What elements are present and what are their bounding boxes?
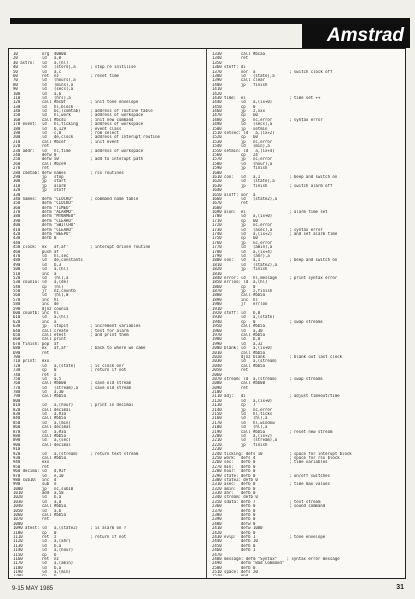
code-line: 1630 jp finish ; switch alarm off xyxy=(212,183,333,188)
code-line: 920 ld a,(stream) ; return text stream xyxy=(13,451,139,456)
code-line: 2500 defb 0 xyxy=(212,565,256,570)
code-line: 1670 ret xyxy=(212,201,249,206)
code-line: 1540 ld (min),a xyxy=(212,144,270,149)
code-line: 1410 xyxy=(212,87,225,92)
code-line: 400 defm "SWITCHO" xyxy=(13,223,76,228)
code-line: 760 call #bb00 ; save old stream xyxy=(13,381,132,386)
code-line: 300 jp start xyxy=(13,179,66,184)
code-line: 1470 cp 60 xyxy=(212,113,258,118)
code-line: 250 defw 50 ; add to interupt path xyxy=(13,157,144,162)
code-line: 1650 aloff: xor a xyxy=(212,192,256,197)
code-line: 960 decima: ld d,#2f xyxy=(13,469,66,474)
code-line: 130 ld hl,block xyxy=(13,104,74,109)
code-line: 1550 setmin: ld a,(ix+4) xyxy=(212,148,275,153)
code-line: 650 call etest ; and print them xyxy=(13,333,129,337)
code-line: 2320 amin: defb 0 xyxy=(212,486,256,491)
code-line: 110 ld (hrs),a xyxy=(13,95,71,100)
code-line: 1460 jp z,xxx xyxy=(212,109,265,114)
code-line: 1580 ld (hour),a xyxy=(212,161,273,166)
code-line: 310 jp alarm xyxy=(13,183,66,188)
code-line: 10 org 40000 xyxy=(13,52,66,56)
listing-column-left xyxy=(13,52,203,576)
code-line: 830 ld a,#3a xyxy=(13,412,66,417)
code-line: 2340 stream: defb 0 xyxy=(212,495,258,500)
code-line: 2180 ld (hl),a xyxy=(212,425,268,430)
code-line: 1640 xyxy=(212,188,225,193)
code-line: 2480 message: defm "Syntax" ; syntax error message xyxy=(212,556,340,561)
code-line: 230 addr: ld hl,time ; address of workspace xyxy=(13,148,144,153)
code-line: 1080 xyxy=(13,521,26,526)
code-line: 680 ex af,af' ; back to where we came xyxy=(13,346,146,351)
code-line: 370 defm "ALARMO" xyxy=(13,210,74,215)
code-line: 490 ld b,3 xyxy=(13,262,62,267)
code-line: 2100 xyxy=(212,390,225,395)
code-line: 220 ret xyxy=(13,144,50,149)
code-line: 2440 defb 10 xyxy=(212,539,258,544)
code-line: 2250 work: defs 4 ; space for rsx block xyxy=(212,455,340,460)
code-line: 700 xyxy=(13,354,23,359)
code-line: 520 ld (hl),a xyxy=(13,275,69,280)
code-line: 590 djnz coun1a xyxy=(13,306,69,311)
code-line: 2230 xyxy=(212,447,225,452)
code-line: 2360 defb 0 ; sound command xyxy=(212,504,326,509)
code-line: 1760 jp nc,error xyxy=(212,240,273,245)
code-line: 80 ld (mins),a xyxy=(13,82,74,87)
code-line: 530 coun1a: ld a,(de) xyxy=(13,280,69,285)
code-line: 560 ld (hl),0 xyxy=(13,293,69,298)
code-line: 1930 ld a,(state) xyxy=(212,315,275,320)
code-line: 2390 defb 0 xyxy=(212,517,256,522)
code-line: 900 call decimal xyxy=(13,442,71,447)
code-line: 570 inc hl xyxy=(13,297,59,302)
code-line: 1020 ld b,a xyxy=(13,495,62,500)
code-line: 1440 ld a,(ix+0) xyxy=(212,100,273,105)
code-line: 1340 ret xyxy=(212,56,249,61)
code-line: 2420 defb 0 xyxy=(212,530,256,535)
code-line: 970 ld e,10 xyxy=(13,473,64,478)
code-line: 630 jp stopit ; increment variables xyxy=(13,324,141,329)
code-line: 440 xyxy=(13,240,23,245)
code-line: 290 jp stop xyxy=(13,174,64,179)
code-line: 1720 jp nc,error xyxy=(212,223,273,228)
code-line: 330 xyxy=(13,192,23,197)
code-line: 1660 ld (state2),a xyxy=(212,196,278,201)
code-line: 2030 ld a,(stream) xyxy=(212,359,278,364)
code-line: 790 call #bb5a xyxy=(13,394,66,399)
code-line: 270 ret xyxy=(13,166,50,171)
code-line: 1620 ld (state),a xyxy=(212,179,275,184)
code-line: 1590 jp finish xyxy=(212,166,268,171)
code-line: 1850 errloo: ld a,(hl) xyxy=(212,280,268,285)
code-line: 860 call decimal xyxy=(13,425,71,430)
code-line: 910 xyxy=(13,447,23,452)
code-line: 1610 con: ld a,1 ; beep and switch on xyxy=(212,174,338,179)
assembly-listing xyxy=(8,48,406,579)
code-line: 800 xyxy=(13,398,23,403)
code-line: 2450 defb 0 xyxy=(212,543,256,548)
code-line: 1530 jp nc,error xyxy=(212,139,273,144)
code-line: 2260 sec: defb 0 ; time variables xyxy=(212,460,328,465)
code-line: 2170 ld hl,window xyxy=(212,420,275,425)
code-line: 1800 son: ld a,1 ; beep and switch on xyxy=(212,258,338,263)
code-line: 1570 jp nc,error xyxy=(212,157,273,162)
code-line: 170 event: ld hl,ticking ; address of workspace xyxy=(13,122,144,127)
code-line: 940 exx xyxy=(13,460,50,465)
code-line: 1350 xyxy=(212,60,225,65)
code-line: 1770 ld (amin),a xyxy=(212,245,273,250)
code-line: 1150 cp b xyxy=(13,552,57,557)
code-line: 2060 xyxy=(212,372,225,377)
code-line: 710 print: exx xyxy=(13,359,50,364)
code-line: 2460 defb 1 xyxy=(212,548,256,553)
code-line: 2010 call #bb5a xyxy=(212,350,265,355)
code-line: 190 ld c,0 ; rom select xyxy=(13,131,119,136)
code-line xyxy=(13,574,203,576)
code-line: 2200 ld a,(ix+2) xyxy=(212,433,273,438)
code-line: 280 comtab: defw names ; rsx routines xyxy=(13,170,124,175)
code-line: 120 call #bc0f ; init tone envelope xyxy=(13,100,139,105)
code-line: 990 sub e xyxy=(13,482,57,487)
code-line: 1750 cp 60 xyxy=(212,236,258,241)
code-line: 2350 sdata: defb 7 ; text stream xyxy=(212,499,321,504)
code-line: 500 ld a,(hl) xyxy=(13,267,69,272)
page-footer xyxy=(12,582,404,596)
code-line: 1520 cp 60 xyxy=(212,135,258,140)
code-line: 1140 ld a,(hour) xyxy=(13,548,74,553)
code-line: 1700 ld a,(ix+0) xyxy=(212,214,273,219)
code-line: 890 ld a,(sec) xyxy=(13,438,71,443)
code-line: 2490 defm "Bad Command" xyxy=(212,561,285,566)
code-line: 510 inc a xyxy=(13,271,57,276)
code-line: 1480 jp nc,error ; syntax error xyxy=(212,117,323,122)
code-line: 1880 call #bb5a xyxy=(212,293,265,298)
listing-column-right xyxy=(212,52,402,576)
code-line: 2050 ret xyxy=(212,368,249,373)
code-line: 1740 ld a,(ix+2) ; and set alarm time xyxy=(212,232,338,237)
code-line: 1360 stoff: di xyxy=(212,65,246,70)
code-line: 260 call #bce9 xyxy=(13,161,66,166)
code-line: 600 countb: inc hl xyxy=(13,311,59,316)
code-line: 610 ld a,(hl) xyxy=(13,315,69,320)
code-line: 30 astro: ld a,(hl) xyxy=(13,60,69,65)
code-line: 1060 call #bb5a xyxy=(13,513,66,518)
code-line: 1830 xyxy=(212,271,225,276)
code-line: 1160 ret nz xyxy=(13,556,59,561)
code-line: 1400 jp finish xyxy=(212,82,268,87)
code-line: 1380 ld (state),a xyxy=(212,73,275,78)
code-line: 2510 space: defs 20 xyxy=(212,570,258,575)
code-line: 2330 ahr: defb 0 xyxy=(212,491,256,496)
code-line: 1810 ld (state2),a xyxy=(212,262,278,267)
code-line: 2080 call #bb00 xyxy=(212,381,265,386)
issue-date: 9-15 MAY 1985 xyxy=(12,586,54,592)
code-line: 880 call #bb5a xyxy=(13,433,66,438)
code-line: 2270 min: defb 0 xyxy=(212,464,256,469)
code-line: 1450 cp 0 xyxy=(212,104,256,109)
code-line: 180 ld b,129 ; event class xyxy=(13,126,122,131)
code-line: 2130 cp 7 xyxy=(212,403,256,408)
code-line: 780 ld a,30 xyxy=(13,390,64,395)
code-line: 540 cp (hl) xyxy=(13,284,64,289)
code-line: 750 ld a,5 xyxy=(13,376,62,381)
code-line: 1120 ld a,(ahr) xyxy=(13,539,71,544)
code-line: 770 ld (stream),a ; save old stream xyxy=(13,385,132,390)
code-line: 2430 evlp: defb 1 ; tone envelope xyxy=(212,534,326,539)
code-line: 2240 ticking: defs 10 ; space for interupt block xyxy=(212,451,352,456)
code-line: 350 defm "CLOCKO" xyxy=(13,201,74,206)
code-line: 2140 jp nc,error xyxy=(212,407,273,412)
code-line: 2110 adj: di ; adjust timeout/time xyxy=(212,394,340,399)
code-line: 1370 xor a ; switch clock off xyxy=(212,69,333,74)
code-line: 690 ret xyxy=(13,350,50,355)
code-line: 1560 cp 24 xyxy=(212,152,258,157)
code-line: 50 ld a,c xyxy=(13,69,62,74)
code-line: 1870 jp z,finish xyxy=(212,289,273,294)
code-line: 1860 cp 0 xyxy=(212,284,256,289)
code-line: 70 ld (hours),a xyxy=(13,78,76,83)
code-line: 390 defm "CLEARO" xyxy=(13,218,74,223)
code-line: 620 inc a xyxy=(13,319,57,324)
code-line: 1030 ld a,d xyxy=(13,499,62,504)
code-line: 140 ld bc,(comtab) ; address of routine table xyxy=(13,109,153,114)
code-line: 1710 cp 60 xyxy=(212,218,258,223)
code-line: 1170 ld a,(amin) xyxy=(13,561,74,566)
code-line: 150 ld hl,work ; address of workspace xyxy=(13,113,144,118)
section-title: Amstrad xyxy=(302,24,410,48)
code-line: 730 cp 0 ; return if not xyxy=(13,368,127,373)
code-line: 2380 defb 0 xyxy=(212,513,256,518)
code-line: 90 ld (secs),a xyxy=(13,87,74,92)
code-line: 1820 jp finish xyxy=(212,267,268,272)
code-line: 1790 ld (ahr),a xyxy=(212,253,270,258)
code-line: 1970 call #bb5a xyxy=(212,333,265,337)
code-line: 720 ld a,(state) ; is clock on? xyxy=(13,363,124,368)
code-line: 550 jr nz,countb xyxy=(13,289,76,294)
code-line: 850 ld a,(min) xyxy=(13,420,71,425)
code-line: 820 call decimal xyxy=(13,407,71,412)
code-line: 1110 ret z ; return if not xyxy=(13,534,127,539)
magazine-header xyxy=(10,6,410,48)
code-line: 2370 defb 0 xyxy=(212,508,256,513)
code-line xyxy=(212,574,402,576)
code-line: 1500 jp setmin xyxy=(212,126,268,131)
code-line: 1420 xyxy=(212,91,225,96)
code-line: 1980 ld b,8 xyxy=(212,337,261,342)
code-line: 430 defb 0 xyxy=(13,236,57,241)
code-line: 480 ld de,constants xyxy=(13,258,83,263)
code-line: 2310 asec: defb 0 ; time max values xyxy=(212,482,331,487)
code-line: 870 ld a,#3a xyxy=(13,429,66,434)
code-line: 1000 jp nc,sub10 xyxy=(13,486,74,491)
code-line: 1100 cp 0 xyxy=(13,530,57,535)
code-line: 1330 call #bcaa xyxy=(212,52,265,56)
code-line: 410 defm "CLEARO" xyxy=(13,227,74,232)
column-divider xyxy=(206,49,207,578)
code-line: 1780 ld a,(ix+4) xyxy=(212,249,273,254)
code-line: 2160 ld (hl),a xyxy=(212,416,268,421)
code-line: 1840 error: ld hl,message ; print syntax error xyxy=(212,275,338,280)
code-line: 1940 cp 0 ; swap streams xyxy=(212,319,323,324)
code-line: 1190 ld a,(min) xyxy=(13,570,71,575)
code-line: 2280 hour: defb 0 xyxy=(212,469,256,474)
code-line: 1990 ld a,32 xyxy=(212,341,263,346)
code-line: 1680 xyxy=(212,205,225,210)
code-line: 210 call #bcef ; init event xyxy=(13,139,119,144)
code-line: 640 call create ; test for alarm xyxy=(13,328,129,333)
code-line: 1910 xyxy=(212,306,225,311)
code-line: 2470 xyxy=(212,552,225,557)
code-line: 1960 ld a,30 xyxy=(212,328,263,333)
code-line: 1900 jr errloo xyxy=(212,302,268,307)
code-line: 840 call #bb5a xyxy=(13,416,66,421)
code-line: 2040 call #bb5a xyxy=(212,363,265,368)
code-line: 2150 ld hl,ticks xyxy=(212,412,273,417)
code-line: 1890 inc hl xyxy=(212,297,258,302)
code-line: 1730 ld (asec),a ; syntax error xyxy=(212,227,323,232)
code-line: 930 call #bb5a xyxy=(13,455,66,460)
code-line: 380 defm "MYNAMEO" xyxy=(13,214,76,219)
code-line: 450 clock: ex af,af' ; interupt driven routine xyxy=(13,245,151,250)
code-line: 1920 stoff: ld b,0 xyxy=(212,311,261,316)
code-line: 20 ld a,0 xyxy=(13,56,62,61)
code-line: 2190 call #bb5a ; reset new stream xyxy=(212,429,333,434)
code-line: 980 sub10: inc d xyxy=(13,477,57,482)
code-line: 100 ld a,6 xyxy=(13,91,62,96)
code-line: 2410 defw 1000 xyxy=(212,526,263,531)
code-line: 1950 call #bb5a xyxy=(212,324,265,329)
code-line: 460 push af xyxy=(13,249,59,254)
code-line: 320 jp stoff xyxy=(13,188,66,193)
code-line: 1050 ld a,b xyxy=(13,508,62,513)
code-line: 40 ld (store),a ; stop re initilise xyxy=(13,65,136,70)
code-line: 160 call #bcd1 ; init new command xyxy=(13,117,134,122)
code-line: 670 finish: pop af xyxy=(13,341,59,346)
code-line: 200 ld de,clock ; address of interupt routine xyxy=(13,135,160,140)
page-number: 31 xyxy=(396,584,404,591)
code-line: 470 ld hl,sec xyxy=(13,253,69,258)
code-line: 1130 ld b,a xyxy=(13,543,62,548)
code-line: 340 names: defm "CLOCKO" ; command name table xyxy=(13,196,139,201)
code-line: 420 defm "BEEPO" xyxy=(13,232,71,237)
code-line: 2300 state2: defb 0 xyxy=(212,477,258,482)
code-line: 1010 add a,58 xyxy=(13,491,64,496)
code-line: 1430 time: ei ; time set ++ xyxy=(212,95,321,100)
code-line: 1070 ret xyxy=(13,517,50,522)
code-line: 2000 blank: ld a,(ix+0) xyxy=(212,346,273,351)
code-line: 2220 jp finish xyxy=(212,442,268,447)
code-line: 1390 call clear xyxy=(212,78,265,83)
code-line: 360 defm "TIMEO" xyxy=(13,205,71,210)
code-line: 2020 djnz blank ; blank out last clock xyxy=(212,354,343,359)
code-line: 1180 ld b,a xyxy=(13,565,62,570)
code-line: 950 ret xyxy=(13,464,50,469)
code-line: 2090 ret xyxy=(212,385,249,390)
code-line: 60 ret nz ; reset time xyxy=(13,73,119,78)
code-line: 580 inc de xyxy=(13,302,59,307)
code-line: 1510 setsec: ld a,(ix+2) xyxy=(212,131,275,136)
code-line: 2070 stream: ld a,(stream) ; swap streams xyxy=(212,376,323,381)
code-line: 1600 xyxy=(212,170,225,175)
code-line: 2120 ld a,(ix+0) xyxy=(212,398,273,403)
code-line: 240 defw 0 xyxy=(13,152,57,157)
code-line: 2290 state: defb 0 ; on/off switches xyxy=(212,473,331,478)
code-line: 1690 alon: ei ; alarm time set xyxy=(212,210,328,215)
code-line: 2210 ld (stream),a xyxy=(212,438,278,443)
code-line: 810 ld a,(hour) ; print in decimal xyxy=(13,403,134,408)
code-line: 1490 ld (secs),a xyxy=(212,122,273,127)
code-line: 2400 defw 0 xyxy=(212,521,256,526)
code-line: 660 call print xyxy=(13,337,66,342)
code-line: 740 ret z xyxy=(13,372,57,377)
code-line: 1090 atest: ld a,(state2) ; is alarm on ? xyxy=(13,526,127,531)
code-line: 1040 call #bb5a xyxy=(13,504,66,509)
